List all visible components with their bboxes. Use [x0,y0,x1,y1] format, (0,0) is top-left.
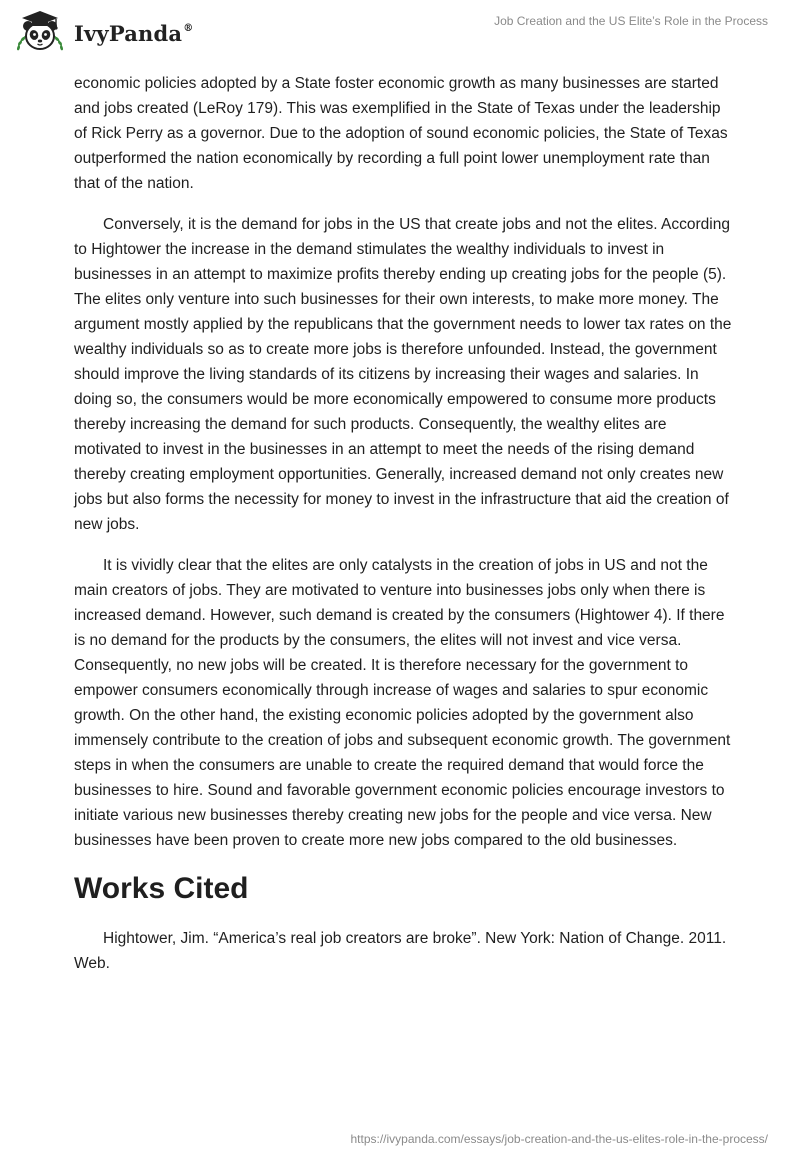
body-paragraph: economic policies adopted by a State foster economic growth as many businesses are started and jobs created (LeRoy 179). This was exemplified in the State of Texas under the leadership of Rick Perry as a governor. Due to the adoption of sound economic policies, the State of Texas outperformed the nation economically by recording a full point lower unemployment rate than that of the nation. [74,75,728,192]
source-url[interactable]: https://ivypanda.com/essays/job-creation-and-the-us-elites-role-in-the-process/ [350,1132,768,1146]
panda-graduate-icon [14,8,66,56]
body-paragraph: Conversely, it is the demand for jobs in the US that create jobs and not the elites. According to Hightower the increase in the demand stimulates the wealthy individuals to invest in businesses in an attempt to maximize profits thereby ending up creating jobs for the people (5). The elites only venture into such businesses for their own interests, to make more money. The argument mostly applied by the republicans that the government needs to lower tax rates on the wealthy individuals so as to create more jobs is therefore unfounded. Instead, the government should improve the living standards of its citizens by increasing their wages and salaries. In doing so, the consumers would be more economically empowered to consume more products thereby increasing the demand for such products. Consequently, the wealthy elites are motivated to invest in the businesses in an attempt to meet the needs of the rising demand thereby creating employment opportunities. Generally, increased demand not only creates new jobs but also forms the necessity for money to invest in the infrastructure that aid the creation of new jobs. [74,216,732,533]
registered-mark: ® [183,22,194,34]
citation-entry: Hightower, Jim. “America’s real job creators are broke”. New York: Nation of Change. 2011. Web. [74,930,727,972]
body-paragraph: It is vividly clear that the elites are only catalysts in the creation of jobs in US and not the main creators of jobs. They are motivated to venture into businesses jobs only when there is increased demand. However, such demand is created by the consumers (Hightower 4). If there is no demand for the products by the consumers, the elites will not invest and vice versa. Consequently, no new jobs will be created. It is therefore necessary for the government to empower consumers economically through increase of wages and salaries to spur economic growth. On the other hand, the existing economic policies adopted by the government also immensely contribute to the creation of jobs and subsequent economic growth. The government steps in when the consumers are unable to create the required demand that would force the businesses to hire. Sound and favorable government economic policies encourage investors to initiate various new businesses thereby creating new jobs for the people and vice versa. New businesses have been proven to create more new jobs compared to the old businesses. [74,557,731,849]
ivypanda-logo[interactable] [14,8,193,56]
page-header [0,0,800,60]
document-title: Job Creation and the US Elite’s Role in the Process [494,14,768,28]
works-cited-heading: Works Cited [74,872,249,905]
essay-content [74,71,734,976]
brand-name: IvyPanda® [74,20,194,46]
